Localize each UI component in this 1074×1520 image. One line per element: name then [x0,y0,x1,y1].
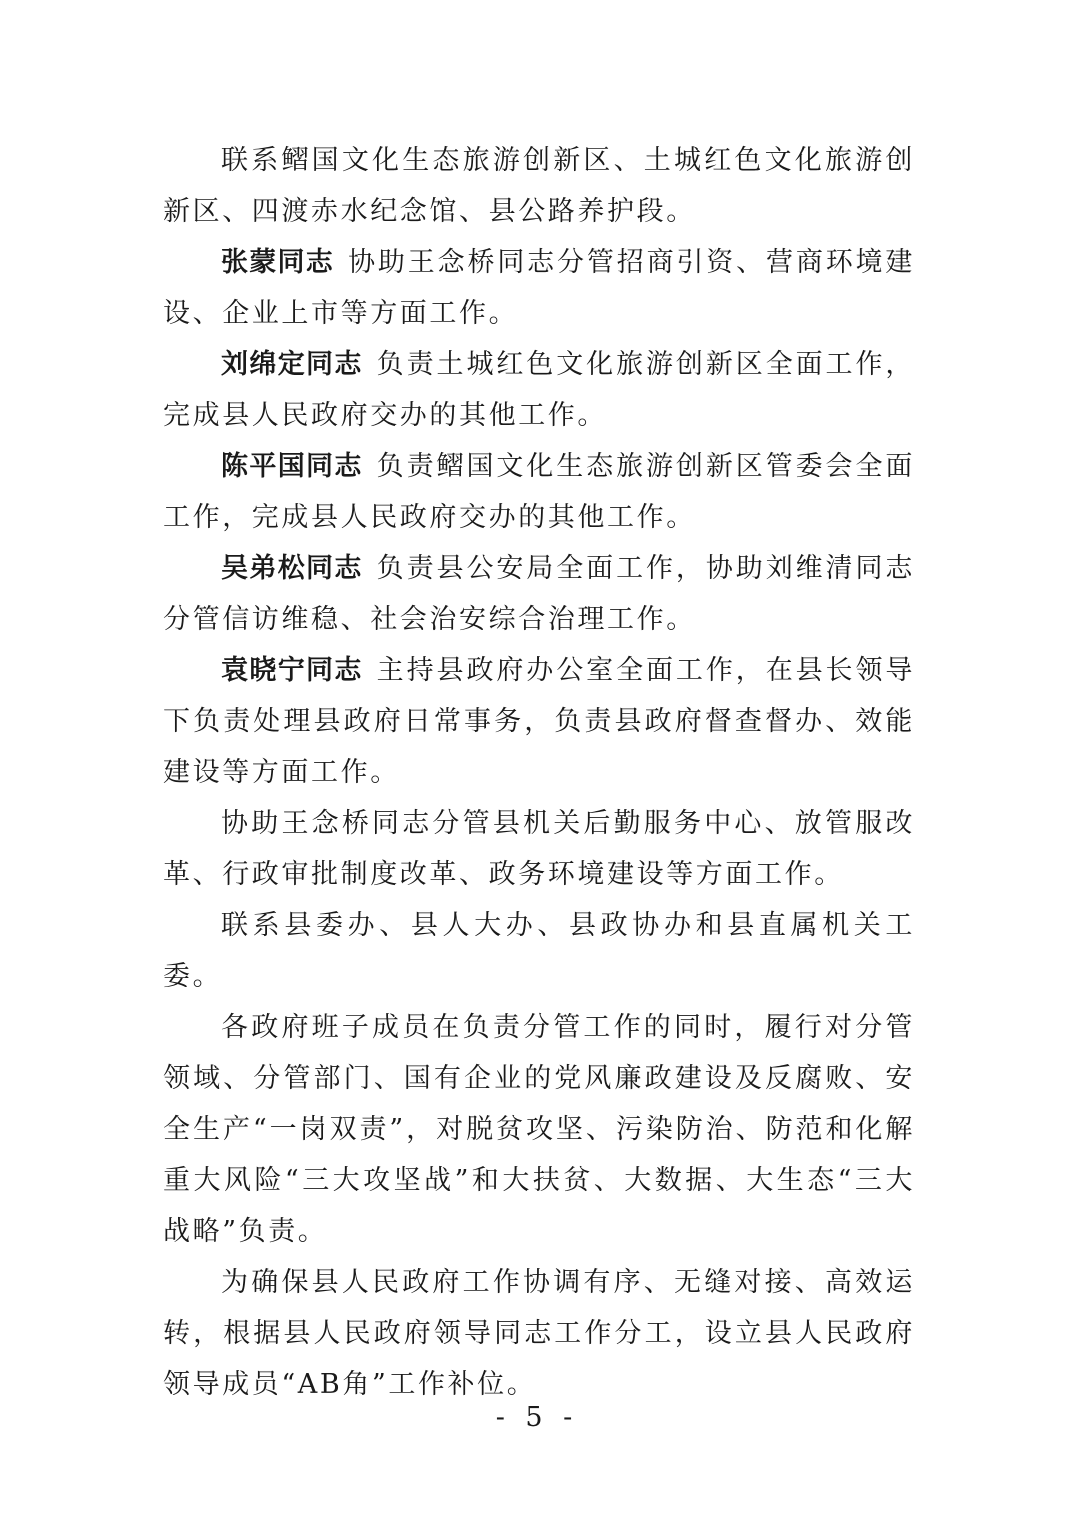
official-name: 袁晓宁同志 [221,655,363,686]
paragraph-8 [163,900,915,1002]
paragraph-text: 联系县委办、县人大办、县政协办和县直属机关工委。 [163,910,915,992]
paragraph-text: 负责鳛国文化生态旅游创新区管委会全面工作，完成县人民政府交办的其他工作。 [163,451,915,533]
paragraph-text: 各政府班子成员在负责分管工作的同时，履行对分管领域、分管部门、国有企业的党风廉政建设及反腐败、安全生产“一岗双责”，对脱贫攻坚、污染防治、防范和化解重大风险“三大攻坚战”和大扶贫、大数据、大生态“三大战略”负责。 [163,1012,915,1247]
paragraph-text: 为确保县人民政府工作协调有序、无缝对接、高效运转，根据县人民政府领导同志工作分工，设立县人民政府领导成员“AB角”工作补位。 [163,1267,915,1400]
paragraph-1 [163,135,915,237]
page-number: - 5 - [495,1402,579,1433]
paragraph-text: 负责土城红色文化旅游创新区全面工作，完成县人民政府交办的其他工作。 [163,349,915,431]
paragraph-yuan-xiaoning [163,645,915,798]
official-name: 张蒙同志 [221,247,335,278]
official-name: 陈平国同志 [221,451,363,482]
official-name: 吴弟松同志 [221,553,363,584]
paragraph-zhang-meng [163,237,915,339]
paragraph-text: 主持县政府办公室全面工作，在县长领导下负责处理县政府日常事务，负责县政府督查督办、效能建设等方面工作。 [163,655,915,788]
paragraph-10 [163,1257,915,1410]
paragraph-text: 协助王念桥同志分管招商引资、营商环境建设、企业上市等方面工作。 [163,247,915,329]
document-body [163,135,915,1410]
paragraph-text: 负责县公安局全面工作，协助刘维清同志分管信访维稳、社会治安综合治理工作。 [163,553,915,635]
paragraph-wu-disong [163,543,915,645]
paragraph-text: 联系鳛国文化生态旅游创新区、土城红色文化旅游创新区、四渡赤水纪念馆、县公路养护段。 [163,145,915,227]
paragraph-chen-pingguo [163,441,915,543]
paragraph-text: 协助王念桥同志分管县机关后勤服务中心、放管服改革、行政审批制度改革、政务环境建设等方面工作。 [163,808,915,890]
official-name: 刘绵定同志 [221,349,363,380]
paragraph-9 [163,1002,915,1257]
paragraph-liu-miandng [163,339,915,441]
paragraph-7 [163,798,915,900]
